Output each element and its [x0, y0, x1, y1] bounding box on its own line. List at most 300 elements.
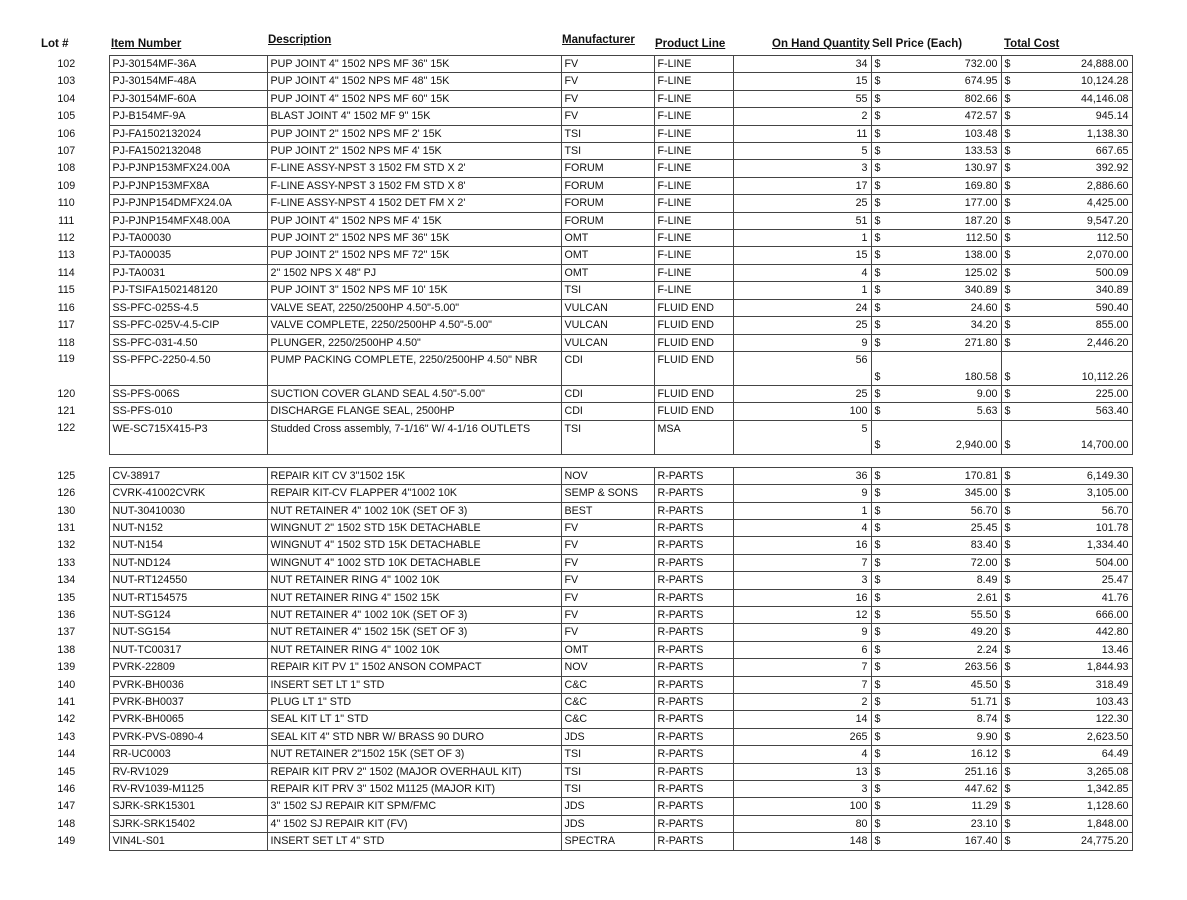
lot-number: 134	[57, 574, 76, 587]
lot-number: 118	[57, 336, 75, 349]
item-number: RR-UC0003	[109, 746, 267, 763]
product-line: F-LINE	[654, 108, 733, 125]
sell-price: 167.40	[896, 833, 1001, 850]
total-currency-symbol: $	[1001, 90, 1026, 107]
total-currency-symbol: $	[1001, 282, 1026, 299]
on-hand-quantity: 7	[733, 554, 871, 571]
lot-number: 115	[57, 284, 75, 297]
product-line: F-LINE	[654, 56, 733, 73]
product-line: F-LINE	[654, 282, 733, 299]
manufacturer: SEMP & SONS	[561, 485, 654, 502]
table-row	[24, 125, 1132, 142]
price-currency-symbol: $	[871, 177, 896, 194]
lot-number: 121	[57, 405, 76, 418]
description: NUT RETAINER 4" 1502 15K (SET OF 3)	[267, 624, 561, 641]
on-hand-quantity: 265	[733, 728, 871, 745]
product-line: FLUID END	[654, 351, 733, 385]
product-line: FLUID END	[654, 334, 733, 351]
on-hand-quantity: 100	[733, 798, 871, 815]
on-hand-quantity: 15	[733, 73, 871, 90]
lot-number: 109	[57, 179, 76, 192]
header-sell-price: Sell Price (Each)	[872, 38, 963, 50]
manufacturer: TSI	[561, 282, 654, 299]
sell-price: 133.53	[896, 143, 1001, 160]
product-line: R-PARTS	[654, 728, 733, 745]
total-currency-symbol: $	[1001, 385, 1026, 402]
table-row	[24, 659, 1132, 676]
sell-price: 49.20	[896, 624, 1001, 641]
on-hand-quantity: 25	[733, 385, 871, 402]
description: PUP JOINT 2" 1502 NPS MF 36" 15K	[267, 230, 561, 247]
item-number: WE-SC715X415-P3	[109, 420, 267, 454]
total-cost: 10,112.26	[1026, 351, 1132, 385]
item-number: SJRK-SRK15402	[109, 815, 267, 832]
price-currency-symbol: $	[871, 73, 896, 90]
lot-number: 122	[57, 422, 76, 435]
product-line: R-PARTS	[654, 519, 733, 536]
table-row	[24, 282, 1132, 299]
product-line: R-PARTS	[654, 485, 733, 502]
product-line: R-PARTS	[654, 537, 733, 554]
manufacturer: C&C	[561, 676, 654, 693]
price-currency-symbol: $	[871, 606, 896, 623]
on-hand-quantity: 36	[733, 467, 871, 484]
sell-price: 125.02	[896, 264, 1001, 281]
total-cost: 3,105.00	[1026, 485, 1132, 502]
product-line: F-LINE	[654, 247, 733, 264]
price-currency-symbol: $	[871, 467, 896, 484]
item-number: PJ-PJNP153MFX24.00A	[109, 160, 267, 177]
description: REPAIR KIT PRV 3" 1502 M1125 (MAJOR KIT)	[267, 781, 561, 798]
manufacturer: VULCAN	[561, 299, 654, 316]
product-line: R-PARTS	[654, 781, 733, 798]
sell-price: 11.29	[896, 798, 1001, 815]
description: PUP JOINT 4" 1502 NPS MF 60" 15K	[267, 90, 561, 107]
product-line: R-PARTS	[654, 746, 733, 763]
header-product-line: Product Line	[655, 38, 726, 50]
table-row	[24, 781, 1132, 798]
table-row	[24, 403, 1132, 420]
product-line: FLUID END	[654, 317, 733, 334]
manufacturer: JDS	[561, 728, 654, 745]
total-currency-symbol: $	[1001, 56, 1026, 73]
product-line: R-PARTS	[654, 554, 733, 571]
total-cost: 13.46	[1026, 641, 1132, 658]
on-hand-quantity: 55	[733, 90, 871, 107]
lot-number: 103	[57, 75, 76, 88]
total-cost: 2,446.20	[1026, 334, 1132, 351]
manufacturer: OMT	[561, 230, 654, 247]
table-row	[24, 56, 1132, 73]
product-line: F-LINE	[654, 212, 733, 229]
table-row	[24, 728, 1132, 745]
price-currency-symbol: $	[871, 641, 896, 658]
lot-number: 119	[57, 353, 75, 366]
on-hand-quantity: 5	[733, 420, 871, 454]
manufacturer: CDI	[561, 403, 654, 420]
sell-price: 345.00	[896, 485, 1001, 502]
lot-number: 117	[57, 319, 75, 332]
price-currency-symbol: $	[871, 659, 896, 676]
on-hand-quantity: 3	[733, 781, 871, 798]
product-line: R-PARTS	[654, 833, 733, 850]
manufacturer: TSI	[561, 420, 654, 454]
manufacturer: CDI	[561, 351, 654, 385]
total-cost: 2,623.50	[1026, 728, 1132, 745]
price-currency-symbol: $	[871, 264, 896, 281]
description: REPAIR KIT PV 1" 1502 ANSON COMPACT	[267, 659, 561, 676]
lot-number: 114	[57, 266, 75, 279]
table-row	[24, 815, 1132, 832]
table-row	[24, 763, 1132, 780]
lot-number: 149	[57, 835, 76, 848]
table-row	[24, 195, 1132, 212]
on-hand-quantity: 24	[733, 299, 871, 316]
manufacturer: FV	[561, 90, 654, 107]
total-currency-symbol: $	[1001, 589, 1026, 606]
item-number: NUT-RT124550	[109, 572, 267, 589]
price-currency-symbol: $	[871, 763, 896, 780]
description: PLUNGER, 2250/2500HP 4.50"	[267, 334, 561, 351]
table-row	[24, 798, 1132, 815]
total-currency-symbol: $	[1001, 833, 1026, 850]
total-currency-symbol: $	[1001, 554, 1026, 571]
sell-price: 16.12	[896, 746, 1001, 763]
lot-number: 135	[57, 591, 76, 604]
total-cost: 392.92	[1026, 160, 1132, 177]
on-hand-quantity: 17	[733, 177, 871, 194]
manufacturer: JDS	[561, 815, 654, 832]
price-currency-symbol: $	[871, 420, 896, 454]
total-currency-symbol: $	[1001, 502, 1026, 519]
on-hand-quantity: 148	[733, 833, 871, 850]
description: PUP JOINT 4" 1502 NPS MF 48" 15K	[267, 73, 561, 90]
total-currency-symbol: $	[1001, 763, 1026, 780]
item-number: PJ-FA1502132048	[109, 143, 267, 160]
on-hand-quantity: 12	[733, 606, 871, 623]
on-hand-quantity: 11	[733, 125, 871, 142]
product-line: R-PARTS	[654, 589, 733, 606]
total-currency-symbol: $	[1001, 108, 1026, 125]
header-lot: Lot #	[41, 38, 69, 50]
total-currency-symbol: $	[1001, 676, 1026, 693]
total-cost: 122.30	[1026, 711, 1132, 728]
lot-number: 111	[58, 214, 75, 227]
total-currency-symbol: $	[1001, 299, 1026, 316]
lot-number: 146	[57, 783, 76, 796]
total-cost: 855.00	[1026, 317, 1132, 334]
lot-number: 136	[57, 608, 76, 621]
on-hand-quantity: 16	[733, 589, 871, 606]
item-number: PVRK-BH0065	[109, 711, 267, 728]
item-number: VIN4L-S01	[109, 833, 267, 850]
description: 4" 1502 SJ REPAIR KIT (FV)	[267, 815, 561, 832]
total-cost: 4,425.00	[1026, 195, 1132, 212]
product-line: F-LINE	[654, 160, 733, 177]
total-currency-symbol: $	[1001, 264, 1026, 281]
description: WINGNUT 4" 1502 STD 15K DETACHABLE	[267, 537, 561, 554]
total-currency-symbol: $	[1001, 403, 1026, 420]
lot-number: 132	[57, 539, 76, 552]
item-number: SS-PFC-025S-4.5	[109, 299, 267, 316]
sell-price: 2,940.00	[896, 420, 1001, 454]
inventory-table	[24, 55, 1133, 851]
item-number: PVRK-BH0037	[109, 694, 267, 711]
table-row	[24, 467, 1132, 484]
manufacturer: FV	[561, 56, 654, 73]
item-number: SJRK-SRK15301	[109, 798, 267, 815]
sell-price: 263.56	[896, 659, 1001, 676]
item-number: PVRK-PVS-0890-4	[109, 728, 267, 745]
product-line: FLUID END	[654, 299, 733, 316]
description: SEAL KIT LT 1" STD	[267, 711, 561, 728]
table-row	[24, 385, 1132, 402]
table-row	[24, 317, 1132, 334]
on-hand-quantity: 2	[733, 694, 871, 711]
on-hand-quantity: 2	[733, 108, 871, 125]
sell-price: 5.63	[896, 403, 1001, 420]
manufacturer: JDS	[561, 798, 654, 815]
table-row	[24, 641, 1132, 658]
price-currency-symbol: $	[871, 554, 896, 571]
total-cost: 945.14	[1026, 108, 1132, 125]
total-cost: 25.47	[1026, 572, 1132, 589]
price-currency-symbol: $	[871, 334, 896, 351]
on-hand-quantity: 56	[733, 351, 871, 385]
total-cost: 41.76	[1026, 589, 1132, 606]
on-hand-quantity: 100	[733, 403, 871, 420]
description: NUT RETAINER RING 4" 1002 10K	[267, 572, 561, 589]
on-hand-quantity: 7	[733, 659, 871, 676]
price-currency-symbol: $	[871, 90, 896, 107]
lot-number: 116	[57, 301, 75, 314]
manufacturer: FV	[561, 108, 654, 125]
manufacturer: OMT	[561, 641, 654, 658]
table-row	[24, 264, 1132, 281]
item-number: NUT-N152	[109, 519, 267, 536]
sell-price: 170.81	[896, 467, 1001, 484]
description: NUT RETAINER 2"1502 15K (SET OF 3)	[267, 746, 561, 763]
description: PUP JOINT 2" 1502 NPS MF 2' 15K	[267, 125, 561, 142]
description: PUP JOINT 2" 1502 NPS MF 4' 15K	[267, 143, 561, 160]
header-manufacturer: Manufacturer	[562, 34, 635, 46]
table-row	[24, 143, 1132, 160]
total-cost: 2,070.00	[1026, 247, 1132, 264]
lot-number: 108	[57, 162, 76, 175]
total-currency-symbol: $	[1001, 212, 1026, 229]
total-currency-symbol: $	[1001, 467, 1026, 484]
description: PLUG LT 1" STD	[267, 694, 561, 711]
sell-price: 472.57	[896, 108, 1001, 125]
item-number: PVRK-BH0036	[109, 676, 267, 693]
lot-number: 112	[57, 232, 75, 245]
sell-price: 251.16	[896, 763, 1001, 780]
on-hand-quantity: 1	[733, 230, 871, 247]
item-number: PJ-TA0031	[109, 264, 267, 281]
lot-number: 113	[57, 249, 75, 262]
total-cost: 24,775.20	[1026, 833, 1132, 850]
total-currency-symbol: $	[1001, 572, 1026, 589]
sell-price: 802.66	[896, 90, 1001, 107]
product-line: F-LINE	[654, 195, 733, 212]
on-hand-quantity: 16	[733, 537, 871, 554]
item-number: SS-PFS-010	[109, 403, 267, 420]
item-number: SS-PFC-025V-4.5-CIP	[109, 317, 267, 334]
lot-number: 105	[57, 110, 76, 123]
total-cost: 563.40	[1026, 403, 1132, 420]
price-currency-symbol: $	[871, 798, 896, 815]
description: F-LINE ASSY-NPST 3 1502 FM STD X 2'	[267, 160, 561, 177]
sell-price: 271.80	[896, 334, 1001, 351]
total-cost: 56.70	[1026, 502, 1132, 519]
on-hand-quantity: 3	[733, 160, 871, 177]
total-cost: 9,547.20	[1026, 212, 1132, 229]
total-cost: 6,149.30	[1026, 467, 1132, 484]
total-currency-symbol: $	[1001, 694, 1026, 711]
manufacturer: TSI	[561, 125, 654, 142]
total-cost: 24,888.00	[1026, 56, 1132, 73]
total-cost: 225.00	[1026, 385, 1132, 402]
price-currency-symbol: $	[871, 502, 896, 519]
sell-price: 51.71	[896, 694, 1001, 711]
table-row	[24, 73, 1132, 90]
on-hand-quantity: 7	[733, 676, 871, 693]
manufacturer: FV	[561, 589, 654, 606]
on-hand-quantity: 4	[733, 264, 871, 281]
price-currency-symbol: $	[871, 351, 896, 385]
item-number: PJ-FA1502132024	[109, 125, 267, 142]
description: F-LINE ASSY-NPST 4 1502 DET FM X 2'	[267, 195, 561, 212]
item-number: SS-PFS-006S	[109, 385, 267, 402]
total-cost: 1,138.30	[1026, 125, 1132, 142]
lot-number: 145	[57, 765, 76, 778]
total-currency-symbol: $	[1001, 73, 1026, 90]
product-line: F-LINE	[654, 177, 733, 194]
manufacturer: FV	[561, 624, 654, 641]
description: BLAST JOINT 4" 1502 MF 9" 15K	[267, 108, 561, 125]
total-currency-symbol: $	[1001, 125, 1026, 142]
sell-price: 103.48	[896, 125, 1001, 142]
on-hand-quantity: 3	[733, 572, 871, 589]
product-line: F-LINE	[654, 143, 733, 160]
product-line: R-PARTS	[654, 467, 733, 484]
sell-price: 8.49	[896, 572, 1001, 589]
item-number: NUT-30410030	[109, 502, 267, 519]
sell-price: 2.61	[896, 589, 1001, 606]
total-currency-symbol: $	[1001, 641, 1026, 658]
price-currency-symbol: $	[871, 160, 896, 177]
total-currency-symbol: $	[1001, 624, 1026, 641]
description: NUT RETAINER 4" 1002 10K (SET OF 3)	[267, 502, 561, 519]
total-currency-symbol: $	[1001, 317, 1026, 334]
description: DISCHARGE FLANGE SEAL, 2500HP	[267, 403, 561, 420]
price-currency-symbol: $	[871, 711, 896, 728]
price-currency-symbol: $	[871, 282, 896, 299]
sell-price: 340.89	[896, 282, 1001, 299]
table-row	[24, 212, 1132, 229]
sell-price: 674.95	[896, 73, 1001, 90]
total-cost: 103.43	[1026, 694, 1132, 711]
sell-price: 45.50	[896, 676, 1001, 693]
lot-number: 148	[57, 817, 76, 830]
description: PUP JOINT 2" 1502 NPS MF 72" 15K	[267, 247, 561, 264]
table-row	[24, 746, 1132, 763]
product-line: R-PARTS	[654, 763, 733, 780]
product-line: FLUID END	[654, 403, 733, 420]
table-row	[24, 624, 1132, 641]
product-line: F-LINE	[654, 230, 733, 247]
price-currency-symbol: $	[871, 781, 896, 798]
item-number: PJ-PJNP154DMFX24.0A	[109, 195, 267, 212]
lot-number: 126	[57, 487, 76, 500]
manufacturer: FV	[561, 537, 654, 554]
total-cost: 318.49	[1026, 676, 1132, 693]
total-currency-symbol: $	[1001, 815, 1026, 832]
sell-price: 130.97	[896, 160, 1001, 177]
manufacturer: BEST	[561, 502, 654, 519]
total-currency-symbol: $	[1001, 798, 1026, 815]
product-line: MSA	[654, 420, 733, 454]
lot-number: 131	[57, 521, 76, 534]
table-row	[24, 90, 1132, 107]
lot-number: 107	[57, 145, 76, 158]
manufacturer: FV	[561, 572, 654, 589]
lot-number: 137	[57, 626, 76, 639]
product-line: FLUID END	[654, 385, 733, 402]
description: REPAIR KIT-CV FLAPPER 4"1002 10K	[267, 485, 561, 502]
on-hand-quantity: 9	[733, 334, 871, 351]
total-cost: 101.78	[1026, 519, 1132, 536]
item-number: NUT-ND124	[109, 554, 267, 571]
manufacturer: VULCAN	[561, 334, 654, 351]
item-number: PJ-PJNP154MFX48.00A	[109, 212, 267, 229]
lot-number: 142	[57, 713, 76, 726]
sell-price: 23.10	[896, 815, 1001, 832]
on-hand-quantity: 14	[733, 711, 871, 728]
table-row	[24, 420, 1132, 454]
lot-number: 141	[57, 696, 76, 708]
lot-number: 138	[57, 643, 76, 656]
manufacturer: FORUM	[561, 212, 654, 229]
sell-price: 34.20	[896, 317, 1001, 334]
on-hand-quantity: 51	[733, 212, 871, 229]
product-line: R-PARTS	[654, 694, 733, 711]
on-hand-quantity: 1	[733, 282, 871, 299]
product-line: R-PARTS	[654, 798, 733, 815]
description: REPAIR KIT PRV 2" 1502 (MAJOR OVERHAUL KIT)	[267, 763, 561, 780]
description: PUMP PACKING COMPLETE, 2250/2500HP 4.50" NBR	[267, 351, 561, 385]
sell-price: 9.00	[896, 385, 1001, 402]
price-currency-symbol: $	[871, 125, 896, 142]
price-currency-symbol: $	[871, 833, 896, 850]
table-row	[24, 606, 1132, 623]
price-currency-symbol: $	[871, 212, 896, 229]
on-hand-quantity: 4	[733, 519, 871, 536]
price-currency-symbol: $	[871, 299, 896, 316]
header-on-hand-quantity: On Hand Quantity	[772, 38, 870, 50]
group-separator	[24, 454, 1132, 467]
item-number: PJ-30154MF-60A	[109, 90, 267, 107]
total-cost: 14,700.00	[1026, 420, 1132, 454]
item-number: PJ-B154MF-9A	[109, 108, 267, 125]
total-currency-symbol: $	[1001, 230, 1026, 247]
description: NUT RETAINER RING 4" 1002 10K	[267, 641, 561, 658]
table-row	[24, 519, 1132, 536]
price-currency-symbol: $	[871, 230, 896, 247]
sell-price: 25.45	[896, 519, 1001, 536]
lot-number: 140	[57, 678, 76, 691]
manufacturer: TSI	[561, 143, 654, 160]
